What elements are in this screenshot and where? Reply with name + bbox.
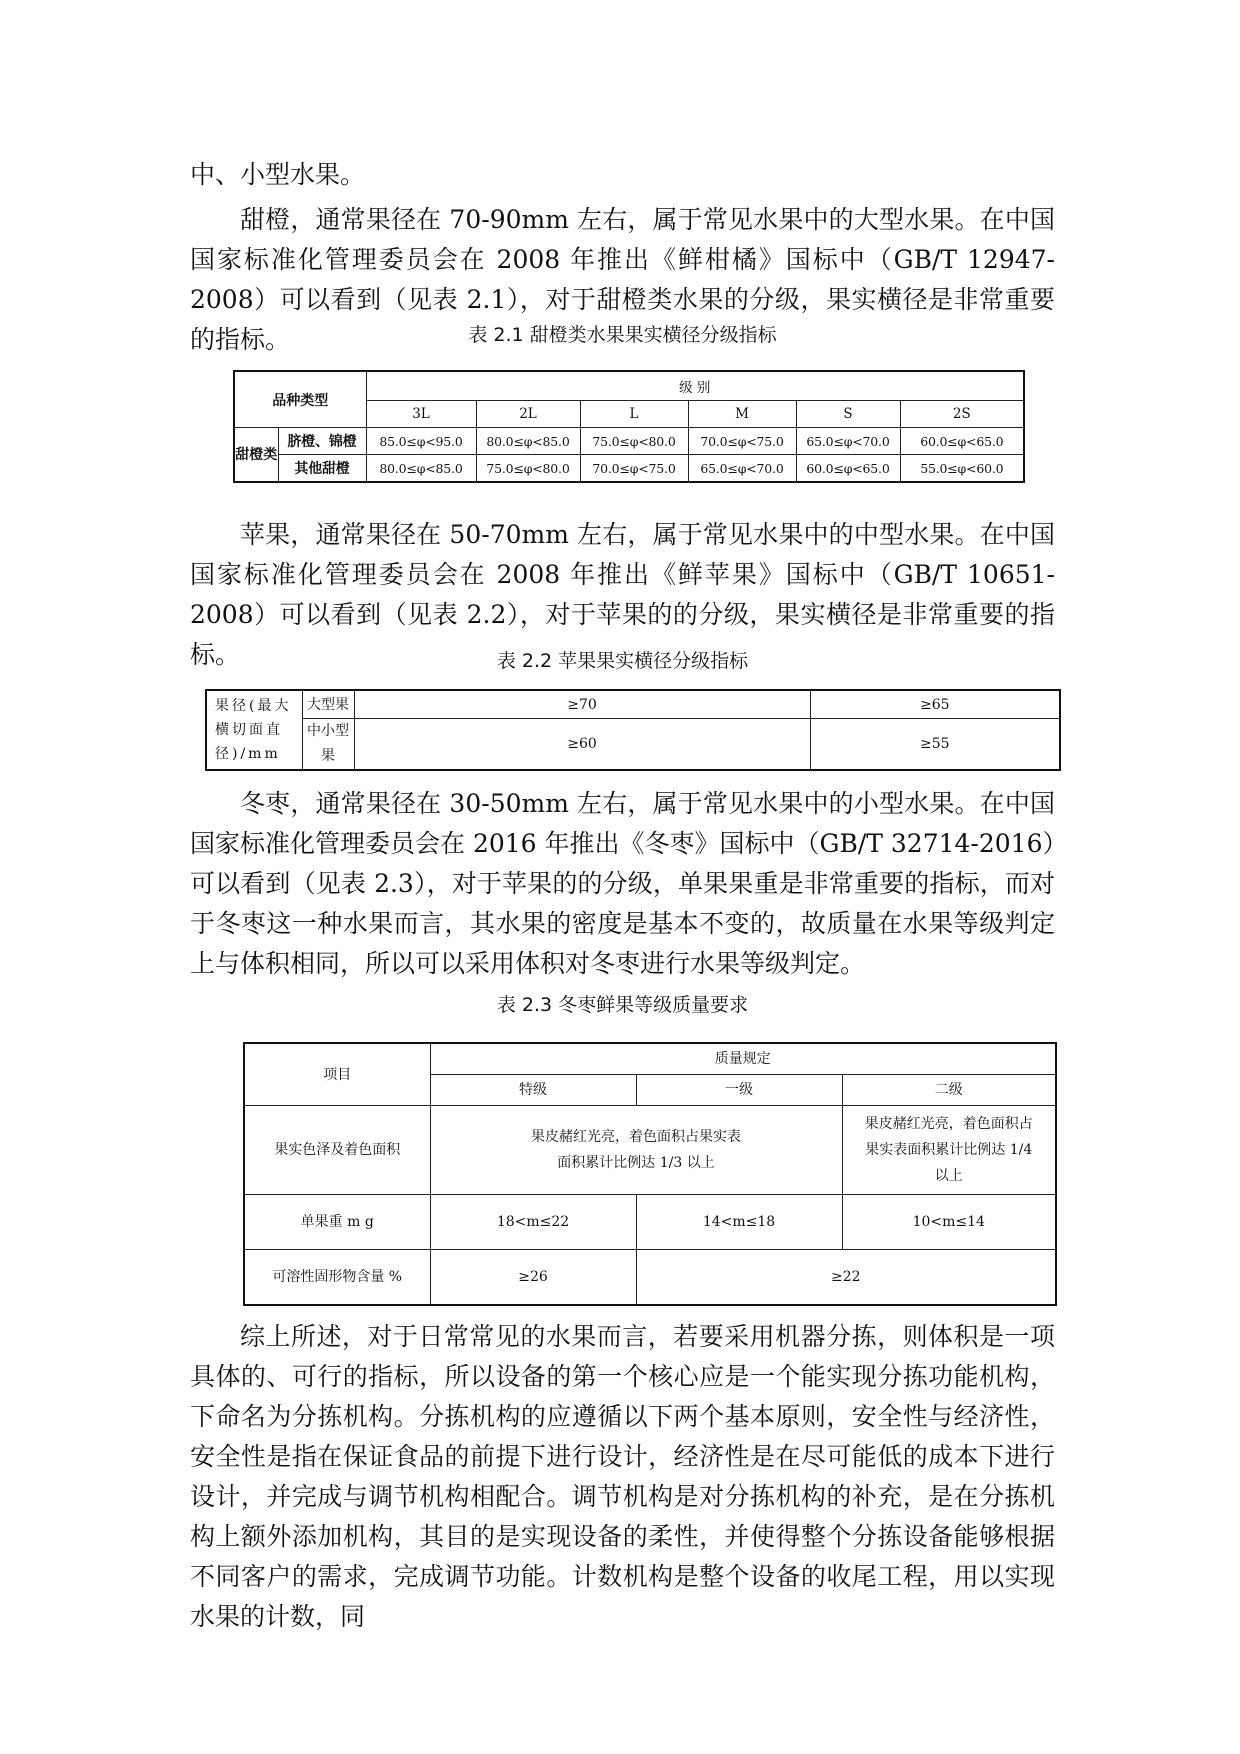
row-label: 果实色泽及着色面积 (244, 1106, 430, 1195)
table-cell: 75.0≤φ<80.0 (476, 455, 580, 483)
table-cell: 85.0≤φ<95.0 (366, 428, 476, 455)
table-cell: 70.0≤φ<75.0 (688, 428, 796, 455)
row-label: 其他甜橙 (278, 455, 366, 483)
grade-l: L (580, 401, 688, 428)
grade-second: 二级 (842, 1075, 1056, 1106)
table-cell: ≥70 (354, 690, 810, 719)
paragraph-jujube: 冬枣，通常果径在 30-50mm 左右，属于常见水果中的小型水果。在中国国家标准化管理委员会在 2016 年推出《冬枣》国标中（GB/T 32714-2016）可以看到（见表 2.3），对于苹果的的分级，单果果重是非常重要的指标，而对于冬枣这一种水果而言，其水果的密度是基本不变的，故质量在水果等级判定上与体积相同，所以可以采用体积对冬枣进行水果等级判定。 (190, 789, 1056, 978)
item-header: 项目 (244, 1043, 430, 1106)
table-cell: 果皮赭红光亮，着色面积占果实表面积累计比例达 1/3 以上 (430, 1106, 842, 1195)
grade-3l: 3L (366, 401, 476, 428)
table-cell: 55.0≤φ<60.0 (900, 455, 1024, 483)
row-label: 单果重 m g (244, 1195, 430, 1250)
table-cell: 70.0≤φ<75.0 (580, 455, 688, 483)
paragraph-orange: 甜橙，通常果径在 70-90mm 左右，属于常见水果中的大型水果。在中国国家标准化管理委员会在 2008 年推出《鲜柑橘》国标中（GB/T 12947-2008）可以看到（见表 2.1），对于甜橙类水果的分级，果实横径是非常重要的指标。 (190, 205, 1055, 354)
paragraph-intro: 中、小型水果。 (190, 160, 366, 189)
table-cell: 果皮赭红光亮，着色面积占果实表面积累计比例达 1/4 以上 (842, 1106, 1056, 1195)
table-cell: 60.0≤φ<65.0 (796, 455, 900, 483)
grade-header: 级 别 (366, 371, 1024, 401)
table-cell: 65.0≤φ<70.0 (688, 455, 796, 483)
table-caption-2-1: 表 2.1 甜橙类水果果实横径分级指标 (468, 324, 777, 346)
table-cell: ≥22 (636, 1250, 1056, 1306)
table-cell: 80.0≤φ<85.0 (366, 455, 476, 483)
table-caption-2-2: 表 2.2 苹果果实横径分级指标 (496, 650, 749, 672)
table-cell: ≥60 (354, 719, 810, 771)
row-label: 可溶性固形物含量 % (244, 1250, 430, 1306)
grade-m: M (688, 401, 796, 428)
table-cell: ≥55 (810, 719, 1060, 771)
paragraph-apple: 苹果，通常果径在 50-70mm 左右，属于常见水果中的中型水果。在中国国家标准化管理委员会在 2008 年推出《鲜苹果》国标中（GB/T 10651-2008）可以看到（见表 2.2），对于苹果的的分级，果实横径是非常重要的指标。 (190, 520, 1055, 669)
grade-2s: 2S (900, 401, 1024, 428)
table-apple-grades (205, 689, 1061, 771)
table-cell: 80.0≤φ<85.0 (476, 428, 580, 455)
paragraph-summary: 综上所述，对于日常常见的水果而言，若要采用机器分拣，则体积是一项具体的、可行的指标，所以设备的第一个核心应是一个能实现分拣功能机构，下命名为分拣机构。分拣机构的应遵循以下两个基本原则，安全性与经济性，安全性是指在保证食品的前提下进行设计，经济性是在尽可能低的成本下进行设计，并完成与调节机构相配合。调节机构是对分拣机构的补充，是在分拣机构上额外添加机构，其目的是实现设备的柔性，并使得整个分拣设备能够根据不同客户的需求，完成调节功能。计数机构是整个设备的收尾工程，用以实现水果的计数，同 (190, 1322, 1055, 1631)
grade-s: S (796, 401, 900, 428)
table-caption-2-3: 表 2.3 冬枣鲜果等级质量要求 (496, 994, 749, 1016)
row-label: 中小型果 (302, 719, 354, 771)
row-label: 脐橙、锦橙 (278, 428, 366, 455)
table-cell: ≥26 (430, 1250, 636, 1306)
table-jujube-quality (243, 1042, 1057, 1306)
apple-row-header: 果径(最大横切面直径)/mm (206, 690, 302, 770)
grade-first: 一级 (636, 1075, 842, 1106)
table-orange-grades (233, 370, 1025, 483)
table-cell: 14<m≤18 (636, 1195, 842, 1250)
table-cell: 65.0≤φ<70.0 (796, 428, 900, 455)
group-label: 甜橙类 (234, 428, 278, 483)
variety-header: 品种类型 (234, 371, 366, 428)
row-label: 大型果 (302, 690, 354, 719)
grade-2l: 2L (476, 401, 580, 428)
spec-header: 质量规定 (430, 1043, 1056, 1075)
table-cell: 10<m≤14 (842, 1195, 1056, 1250)
table-cell: 18<m≤22 (430, 1195, 636, 1250)
table-cell: 75.0≤φ<80.0 (580, 428, 688, 455)
table-cell: 60.0≤φ<65.0 (900, 428, 1024, 455)
table-cell: ≥65 (810, 690, 1060, 719)
grade-special: 特级 (430, 1075, 636, 1106)
